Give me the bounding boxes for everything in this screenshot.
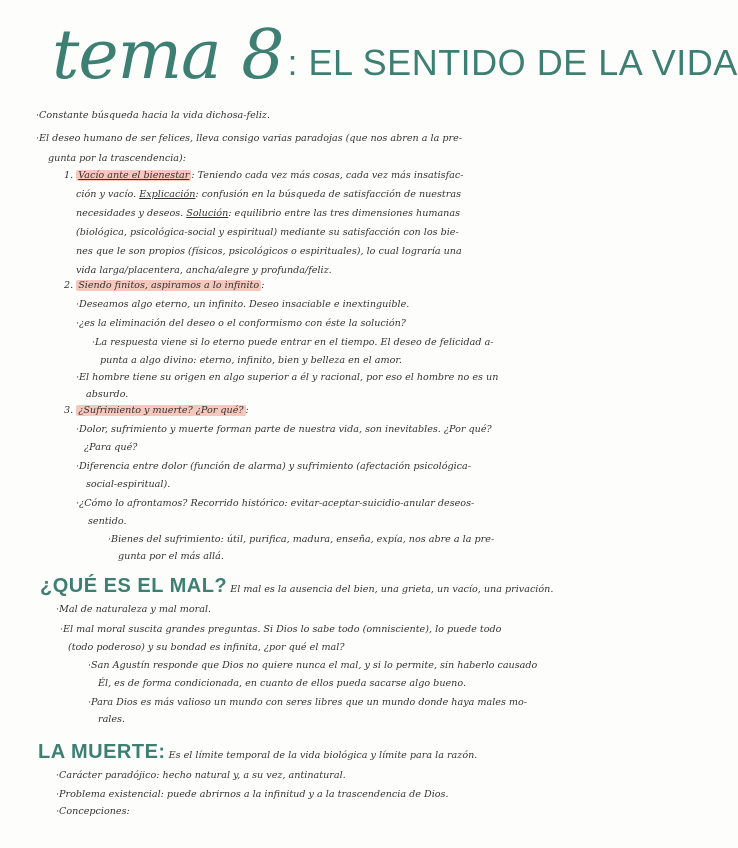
muerte-section-heading-row xyxy=(38,740,477,768)
point-1-line-1 xyxy=(64,170,463,182)
point-3-line-4: social-espiritual). xyxy=(86,479,171,490)
mal-heading: ¿QUÉ ES EL MAL? xyxy=(40,575,228,597)
point-3-line-8: gunta por el más allá. xyxy=(118,551,224,562)
point-1-number: 1. xyxy=(64,170,74,181)
mal-line-7: rales. xyxy=(98,714,126,725)
point-1-label: Vacío ante el bienestar xyxy=(78,170,190,181)
muerte-line-2: ·Problema existencial: puede abrirnos a la infinitud y a la trascendencia de Dios. xyxy=(56,789,449,800)
intro-line-1: ·Constante búsqueda hacia la vida dichosa-feliz. xyxy=(36,110,270,121)
mal-line-5: Él, es de forma condicionada, en cuanto de ellos pueda sacarse algo bueno. xyxy=(98,678,467,689)
point-2-heading: 2. Siendo finitos, aspiramos a lo infinito : xyxy=(64,280,265,291)
intro-line-2: ·El deseo humano de ser felices, lleva consigo varias paradojas (que nos abren a la pre- xyxy=(36,133,462,144)
point-2-line-6: absurdo. xyxy=(86,389,129,400)
point-2-line-1: ·Deseamos algo eterno, un infinito. Deseo insaciable e inextinguible. xyxy=(76,299,410,310)
point-1-line-5: nes que le son propios (físicos, psicológicos o espirituales), lo cual lograría una xyxy=(76,246,462,257)
page-title xyxy=(52,16,738,102)
point-1-line-3: necesidades y deseos. Solución: equilibrio entre las tres dimensiones humanas xyxy=(76,208,461,219)
mal-section-heading-row xyxy=(40,574,553,602)
mal-line-2: ·El mal moral suscita grandes preguntas. Si Dios lo sabe todo (omnisciente), lo puede todo xyxy=(60,624,502,635)
muerte-heading: LA MUERTE: xyxy=(38,741,166,763)
mal-line-3: (todo poderoso) y su bondad es infinita, ¿por qué el mal? xyxy=(68,642,345,653)
muerte-line-3: ·Concepciones: xyxy=(56,806,130,817)
point-2-line-4: punta a algo divino: eterno, infinito, bien y belleza en el amor. xyxy=(100,355,402,366)
mal-line-4: ·San Agustín responde que Dios no quiere nunca el mal, y si lo permite, sin haberlo causado xyxy=(88,660,538,671)
point-3-label: ¿Sufrimiento y muerte? ¿Por qué? xyxy=(78,405,244,416)
point-3-line-5: ·¿Cómo lo afrontamos? Recorrido histórico: evitar-aceptar-suicidio-anular deseos- xyxy=(76,498,475,509)
title-prefix: tema 8 xyxy=(52,16,284,95)
explicacion-label: Explicación xyxy=(139,189,196,200)
point-1-text-1: : Teniendo cada vez más cosas, cada vez más insatisfac- xyxy=(191,170,464,181)
point-3-line-7: ·Bienes del sufrimiento: útil, purifica, madura, enseña, expía, nos abre a la pre- xyxy=(108,534,495,545)
point-3-line-1: ·Dolor, sufrimiento y muerte forman parte de nuestra vida, son inevitables. ¿Por qué? xyxy=(76,424,492,435)
muerte-definition: Es el límite temporal de la vida biológica y límite para la razón. xyxy=(168,750,478,761)
point-2-line-5: ·El hombre tiene su origen en algo superior a él y racional, por eso el hombre no es un xyxy=(76,372,499,383)
title-rest: : EL SENTIDO DE LA VIDA xyxy=(287,42,738,83)
point-2-label: Siendo finitos, aspiramos a lo infinito xyxy=(78,280,260,291)
solucion-label: Solución xyxy=(186,208,229,219)
point-3-line-3: ·Diferencia entre dolor (función de alarma) y sufrimiento (afectación psicológica- xyxy=(76,461,472,472)
point-1-line-4: (biológica, psicológica-social y espiritual) mediante su satisfacción con los bie- xyxy=(76,227,459,238)
point-1-line-6: vida larga/placentera, ancha/alegre y profunda/feliz. xyxy=(76,265,332,276)
point-3-heading: 3. ¿Sufrimiento y muerte? ¿Por qué? : xyxy=(64,405,249,416)
mal-definition: El mal es la ausencia del bien, una grieta, un vacío, una privación. xyxy=(230,584,554,595)
point-3-line-6: sentido. xyxy=(88,516,127,527)
mal-line-6: ·Para Dios es más valioso un mundo con seres libres que un mundo donde haya males mo- xyxy=(88,697,528,708)
point-1-line-2: ción y vacío. Explicación: confusión en la búsqueda de satisfacción de nuestras xyxy=(76,189,461,200)
mal-line-1: ·Mal de naturaleza y mal moral. xyxy=(56,604,212,615)
point-2-line-3: ·La respuesta viene si lo eterno puede entrar en el tiempo. El deseo de felicidad a- xyxy=(92,337,494,348)
point-2-line-2: ·¿es la eliminación del deseo o el conformismo con éste la solución? xyxy=(76,318,406,329)
point-3-line-2: ¿Para qué? xyxy=(84,442,138,453)
muerte-line-1: ·Carácter paradójico: hecho natural y, a su vez, antinatural. xyxy=(56,770,346,781)
intro-line-3: gunta por la trascendencia): xyxy=(48,153,186,164)
